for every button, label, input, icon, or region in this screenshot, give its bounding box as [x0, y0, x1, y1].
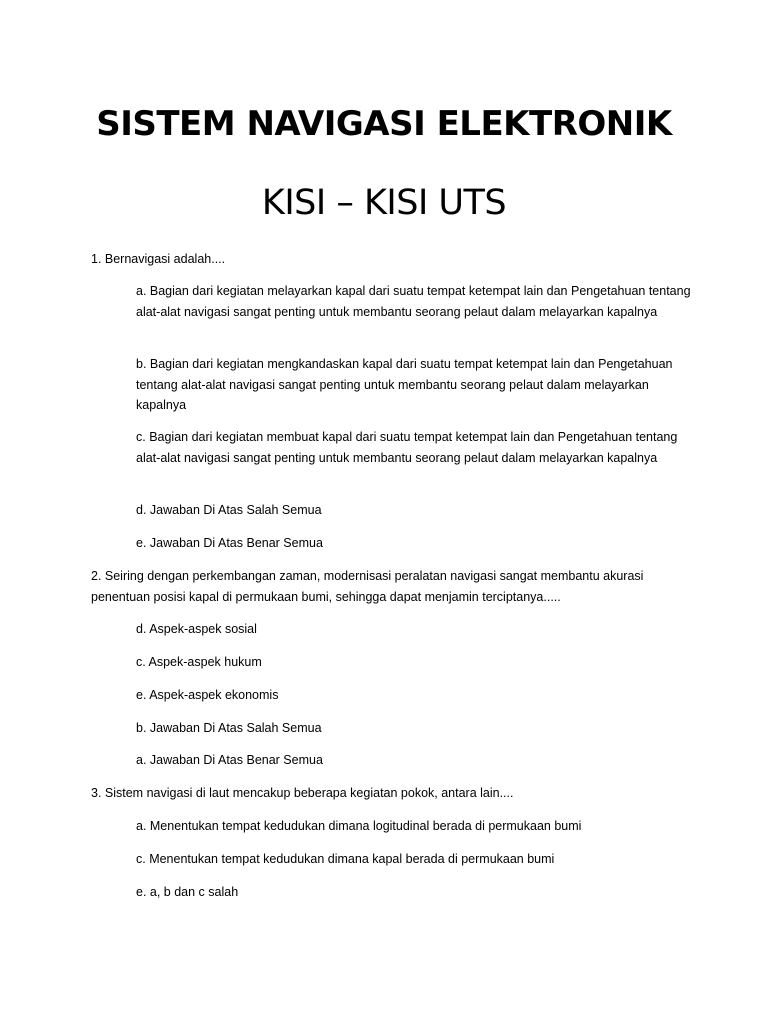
question-1-option-d: d. Jawaban Di Atas Salah Semua — [136, 503, 322, 517]
question-3-option-c: c. Menentukan tempat kedudukan dimana kapal berada di permukaan bumi — [136, 852, 555, 866]
question-2-option-a: a. Jawaban Di Atas Benar Semua — [136, 753, 323, 767]
document-title: SISTEM NAVIGASI ELEKTRONIK — [96, 104, 672, 144]
question-1: 1. Bernavigasi adalah.... — [91, 252, 226, 266]
question-2: 2. Seiring dengan perkembangan zaman, modernisasi peralatan navigasi sangat membantu akurasi penentuan posisi kapal di permukaan bumi, sehingga dapat menjamin terciptanya..... — [91, 569, 644, 604]
question-3-option-a: a. Menentukan tempat kedudukan dimana logitudinal berada di permukaan bumi — [136, 819, 582, 833]
question-1-option-e: e. Jawaban Di Atas Benar Semua — [136, 536, 323, 550]
question-2-option-c: c. Aspek-aspek hukum — [136, 655, 262, 669]
question-2-option-e: e. Aspek-aspek ekonomis — [136, 688, 279, 702]
question-3: 3. Sistem navigasi di laut mencakup beberapa kegiatan pokok, antara lain.... — [91, 786, 514, 800]
question-3-option-e: e. a, b dan c salah — [136, 885, 239, 899]
document-subtitle: KISI – KISI UTS — [261, 183, 507, 223]
question-2-option-b: b. Jawaban Di Atas Salah Semua — [136, 721, 322, 735]
question-1-option-b: b. Bagian dari kegiatan mengkandaskan kapal dari suatu tempat ketempat lain dan Pengetahuan tentang alat-alat navigasi sangat penting untuk membantu seorang pelaut dalam melayarkan kapalnya — [136, 357, 673, 412]
question-1-option-c: c. Bagian dari kegiatan membuat kapal dari suatu tempat ketempat lain dan Pengetahuan tentang alat-alat navigasi sangat penting untuk membantu seorang pelaut dalam melayarkan kapalnya — [136, 430, 678, 465]
question-1-option-a: a. Bagian dari kegiatan melayarkan kapal dari suatu tempat ketempat lain dan Pengetahuan tentang alat-alat navigasi sangat penting untuk membantu seorang pelaut dalam melayarkan kapalnya — [136, 284, 691, 319]
question-2-option-d: d. Aspek-aspek sosial — [136, 622, 257, 636]
